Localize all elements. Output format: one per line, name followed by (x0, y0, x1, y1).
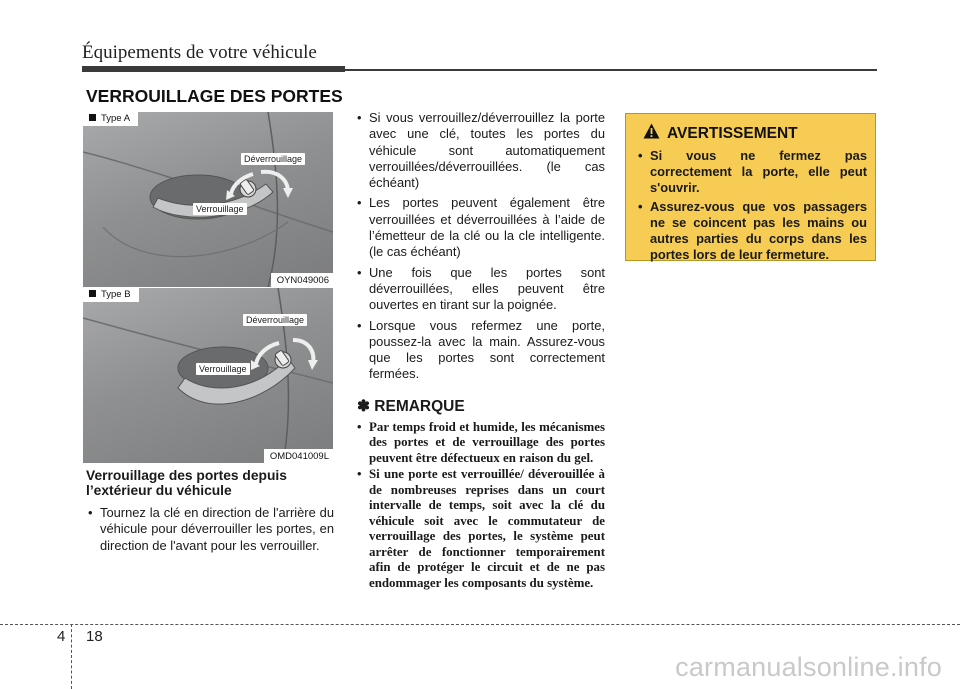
list-item: • Tournez la clé en direction de l'arrière du véhicule pour déverrouiller les portes, en direction de l'avant pour les verrouiller. (86, 505, 334, 554)
door-handle-illustration-a (83, 112, 333, 287)
exterior-locking-section (86, 468, 334, 557)
warning-triangle-icon (643, 123, 660, 144)
page-number: 18 (86, 628, 103, 645)
watermark: carmanualsonline.info (675, 652, 942, 682)
remark-title: ✽ REMARQUE (357, 397, 465, 415)
unlock-callout: Déverrouillage (243, 314, 307, 326)
list-item: • Assurez-vous que vos passagers ne se coincent pas les mains ou autres parties du corps dans les portes lors de leur fermeture. (636, 199, 867, 263)
header-rule (345, 69, 877, 71)
lock-callout: Verrouillage (193, 203, 247, 215)
header-rule-accent (82, 66, 345, 72)
lock-info-bullet-list (355, 110, 605, 383)
figure-type-label: Type A (83, 112, 138, 126)
figure-type-a (83, 112, 333, 287)
warning-box (625, 113, 876, 261)
list-item: • Si une porte est verrouillée/ déverouillée à de nombreuses reprises dans un court intervalle de temps, soit avec la clé du véhicule soit avec le commutateur de verrouillage des portes, le système peut arrêter de fonctionner temporairement afin de protéger le circuit et de ne pas endommager les composants du système. (355, 467, 605, 591)
list-item: • Lorsque vous refermez une porte, poussez-la avec la main. Assurez-vous que les portes sont correctement fermées. (355, 318, 605, 383)
list-item: • Les portes peuvent également être verrouillées et déverrouillées à l’aide de l’émetteur de la clé ou la cle intelligente.(le cas échéant) (355, 195, 605, 260)
lock-callout: Verrouillage (196, 363, 250, 375)
exterior-bullet-list (86, 505, 334, 554)
list-item: • Si vous verrouillez/déverrouillez la porte avec une clé, toutes les portes du véhicule sont automatiquement verrouillées/déverrouillées. (le cas échéant) (355, 110, 605, 191)
section-title: VERROUILLAGE DES PORTES (86, 86, 343, 106)
remark-bullet-list (355, 420, 605, 592)
figure-code: OYN049006 (271, 273, 333, 287)
figure-type-b (83, 288, 333, 463)
figure-type-label: Type B (83, 288, 139, 302)
list-item: • Par temps froid et humide, les mécanismes des portes et de verrouillage des portes peuvent être défectueux en raison du gel. (355, 420, 605, 467)
chapter-number: 4 (57, 628, 66, 645)
footer-divider (71, 624, 72, 689)
middle-column (355, 110, 605, 592)
figure-code: OMD041009L (264, 449, 333, 463)
list-item: • Si vous ne fermez pas correctement la porte, elle peut s'ouvrir. (636, 148, 867, 196)
warning-header (643, 123, 867, 144)
footer-rule (0, 624, 960, 625)
warning-title: AVERTISSEMENT (667, 124, 798, 142)
warning-bullet-list (636, 148, 867, 263)
running-header: Équipements de votre véhicule (82, 42, 317, 63)
unlock-callout: Déverrouillage (241, 153, 305, 165)
list-item: • Une fois que les portes sont déverrouillées, elles peuvent être ouvertes en tirant sur la poignée. (355, 265, 605, 314)
subheading: Verrouillage des portes depuis l’extérieur du véhicule (86, 468, 287, 498)
